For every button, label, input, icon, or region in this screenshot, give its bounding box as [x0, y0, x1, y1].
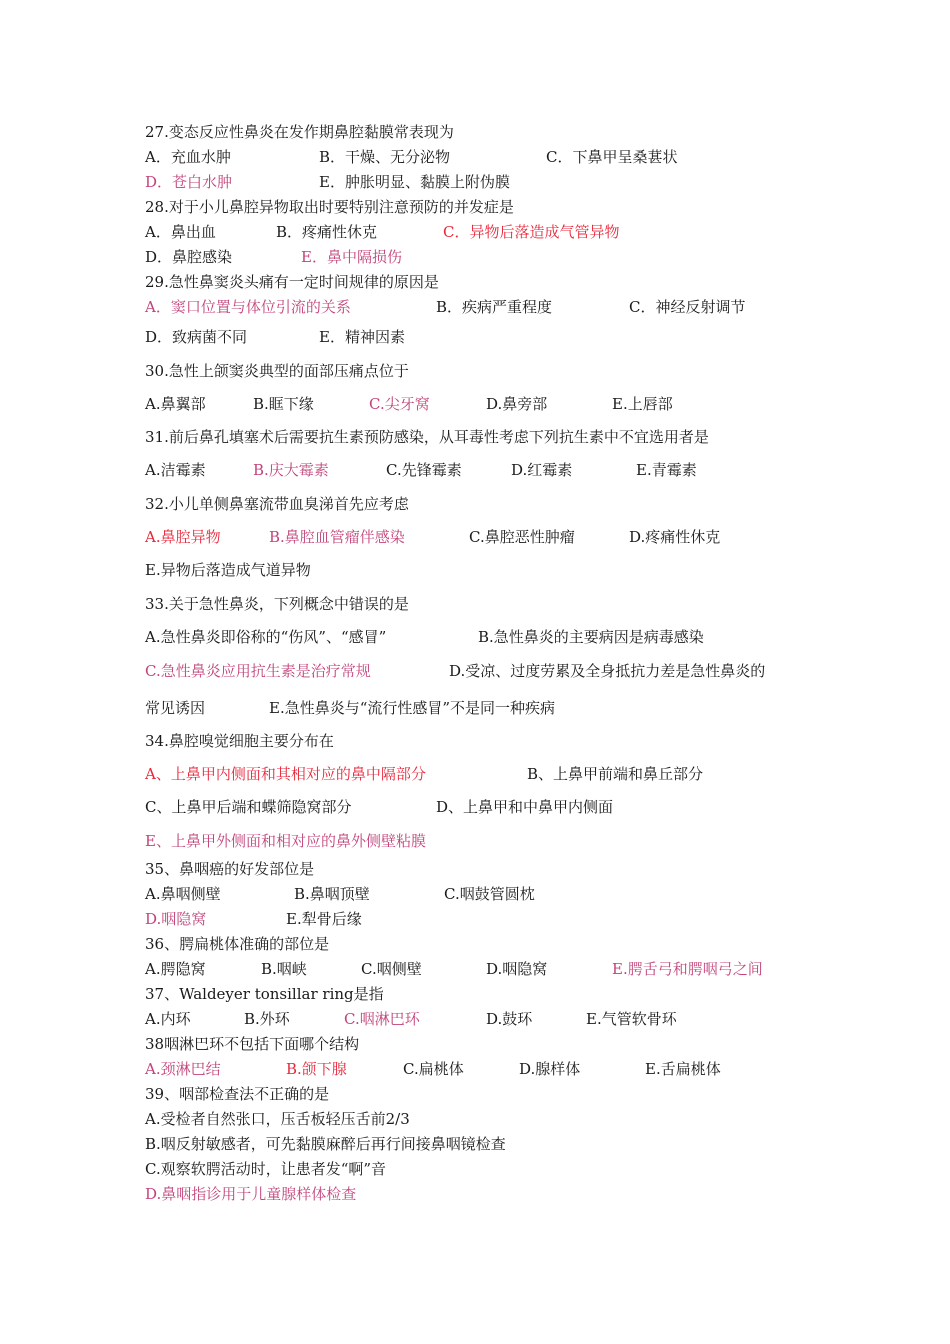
question-28-stem: 28.对于小儿鼻腔异物取出时要特别注意预防的并发症是 — [145, 198, 514, 216]
option-b-answer: B.颌下腺 — [286, 1060, 347, 1078]
option-a: A．鼻出血 — [145, 223, 216, 241]
question-38-stem: 38咽淋巴环不包括下面哪个结构 — [145, 1035, 360, 1053]
option-e-answer: E．鼻中隔损伤 — [301, 248, 402, 266]
option-a: A.腭隐窝 — [145, 960, 206, 978]
option-d-answer: D.咽隐窝 — [145, 910, 207, 928]
option-e: E.急性鼻炎与“流行性感冒”不是同一种疾病 — [269, 699, 556, 717]
option-e-answer: E.腭舌弓和腭咽弓之间 — [612, 960, 763, 978]
option-a-answer: A.鼻腔异物 — [145, 528, 221, 546]
option-b: B．疼痛性休克 — [276, 223, 378, 241]
option-c-answer: C.急性鼻炎应用抗生素是治疗常规 — [145, 662, 371, 680]
question-34-option-e-answer: E、上鼻甲外侧面和相对应的鼻外侧壁粘膜 — [145, 832, 426, 850]
option-b-answer: B.鼻腔血管瘤伴感染 — [269, 528, 405, 546]
question-39-option-c: C.观察软腭活动时，让患者发“啊”音 — [145, 1160, 387, 1178]
option-d: D.疼痛性休克 — [629, 528, 721, 546]
option-d: D.鼻旁部 — [486, 395, 548, 413]
option-c: C.扁桃体 — [403, 1060, 464, 1078]
option-b: B．干燥、无分泌物 — [319, 148, 451, 166]
option-c: C.咽侧壁 — [361, 960, 422, 978]
option-d: D．致病菌不同 — [145, 328, 248, 346]
option-a: A.鼻咽侧壁 — [145, 885, 221, 903]
question-37-stem: 37、Waldeyer tonsillar ring是指 — [145, 985, 384, 1003]
option-e: E.气管软骨环 — [586, 1010, 677, 1028]
option-a: A.洁霉素 — [145, 461, 206, 479]
option-d-continued: 常见诱因 — [145, 699, 206, 717]
question-31-stem: 31.前后鼻孔填塞术后需要抗生素预防感染，从耳毒性考虑下列抗生素中不宜选用者是 — [145, 428, 709, 446]
option-c: C.鼻腔恶性肿瘤 — [469, 528, 575, 546]
option-a-answer: A、上鼻甲内侧面和其相对应的鼻中隔部分 — [145, 765, 426, 783]
option-d: D、上鼻甲和中鼻甲内侧面 — [436, 798, 614, 816]
option-a: A.鼻翼部 — [145, 395, 206, 413]
question-39-stem: 39、咽部检查法不正确的是 — [145, 1085, 330, 1103]
question-35-stem: 35、鼻咽癌的好发部位是 — [145, 860, 315, 878]
question-33-stem: 33.关于急性鼻炎，下列概念中错误的是 — [145, 595, 409, 613]
option-a-answer: A．窦口位置与体位引流的关系 — [145, 298, 351, 316]
option-d: D.鼓环 — [486, 1010, 533, 1028]
question-27-stem: 27.变态反应性鼻炎在发作期鼻腔黏膜常表现为 — [145, 123, 454, 141]
question-39-option-a: A.受检者自然张口，压舌板轻压舌前2/3 — [145, 1110, 410, 1128]
option-c: C．下鼻甲呈桑葚状 — [546, 148, 678, 166]
question-32-option-e: E.异物后落造成气道异物 — [145, 561, 311, 579]
question-30-stem: 30.急性上颌窦炎典型的面部压痛点位于 — [145, 362, 409, 380]
option-c: C.先锋霉素 — [386, 461, 462, 479]
option-e: E.上唇部 — [612, 395, 673, 413]
option-d: D．鼻腔感染 — [145, 248, 233, 266]
option-d: D.咽隐窝 — [486, 960, 548, 978]
option-b: B.咽峡 — [261, 960, 307, 978]
option-e: E．精神因素 — [319, 328, 405, 346]
option-c: C、上鼻甲后端和蝶筛隐窝部分 — [145, 798, 352, 816]
option-a-answer: A.颈淋巴结 — [145, 1060, 221, 1078]
option-e: E.犁骨后缘 — [286, 910, 362, 928]
option-b: B.急性鼻炎的主要病因是病毒感染 — [478, 628, 704, 646]
option-d: D.腺样体 — [519, 1060, 581, 1078]
option-b: B、上鼻甲前端和鼻丘部分 — [527, 765, 704, 783]
option-c-answer: C.尖牙窝 — [369, 395, 430, 413]
question-34-stem: 34.鼻腔嗅觉细胞主要分布在 — [145, 732, 334, 750]
option-c-answer: C.咽淋巴环 — [344, 1010, 420, 1028]
option-b: B.眶下缘 — [253, 395, 314, 413]
question-29-stem: 29.急性鼻窦炎头痛有一定时间规律的原因是 — [145, 273, 439, 291]
option-a: A．充血水肿 — [145, 148, 231, 166]
question-32-stem: 32.小儿单侧鼻塞流带血臭涕首先应考虑 — [145, 495, 409, 513]
option-d: D.红霉素 — [511, 461, 573, 479]
question-36-stem: 36、腭扁桃体准确的部位是 — [145, 935, 330, 953]
option-a: A.内环 — [145, 1010, 191, 1028]
option-e: E.青霉素 — [636, 461, 697, 479]
question-39-option-d-answer: D.鼻咽指诊用于儿童腺样体检查 — [145, 1185, 357, 1203]
option-e: E．肿胀明显、黏膜上附伪膜 — [319, 173, 510, 191]
option-d: D.受凉、过度劳累及全身抵抗力差是急性鼻炎的 — [449, 662, 766, 680]
option-a: A.急性鼻炎即俗称的“伤风”、“感冒” — [145, 628, 387, 646]
option-c: C．神经反射调节 — [629, 298, 746, 316]
question-39-option-b: B.咽反射敏感者，可先黏膜麻醉后再行间接鼻咽镜检查 — [145, 1135, 506, 1153]
option-d-answer: D．苍白水肿 — [145, 173, 233, 191]
option-b-answer: B.庆大霉素 — [253, 461, 329, 479]
option-b: B.外环 — [244, 1010, 290, 1028]
option-c-answer: C．异物后落造成气管异物 — [443, 223, 620, 241]
option-b: B．疾病严重程度 — [436, 298, 553, 316]
option-b: B.鼻咽顶壁 — [294, 885, 370, 903]
option-e: E.舌扁桃体 — [645, 1060, 721, 1078]
option-c: C.咽鼓管圆枕 — [444, 885, 535, 903]
